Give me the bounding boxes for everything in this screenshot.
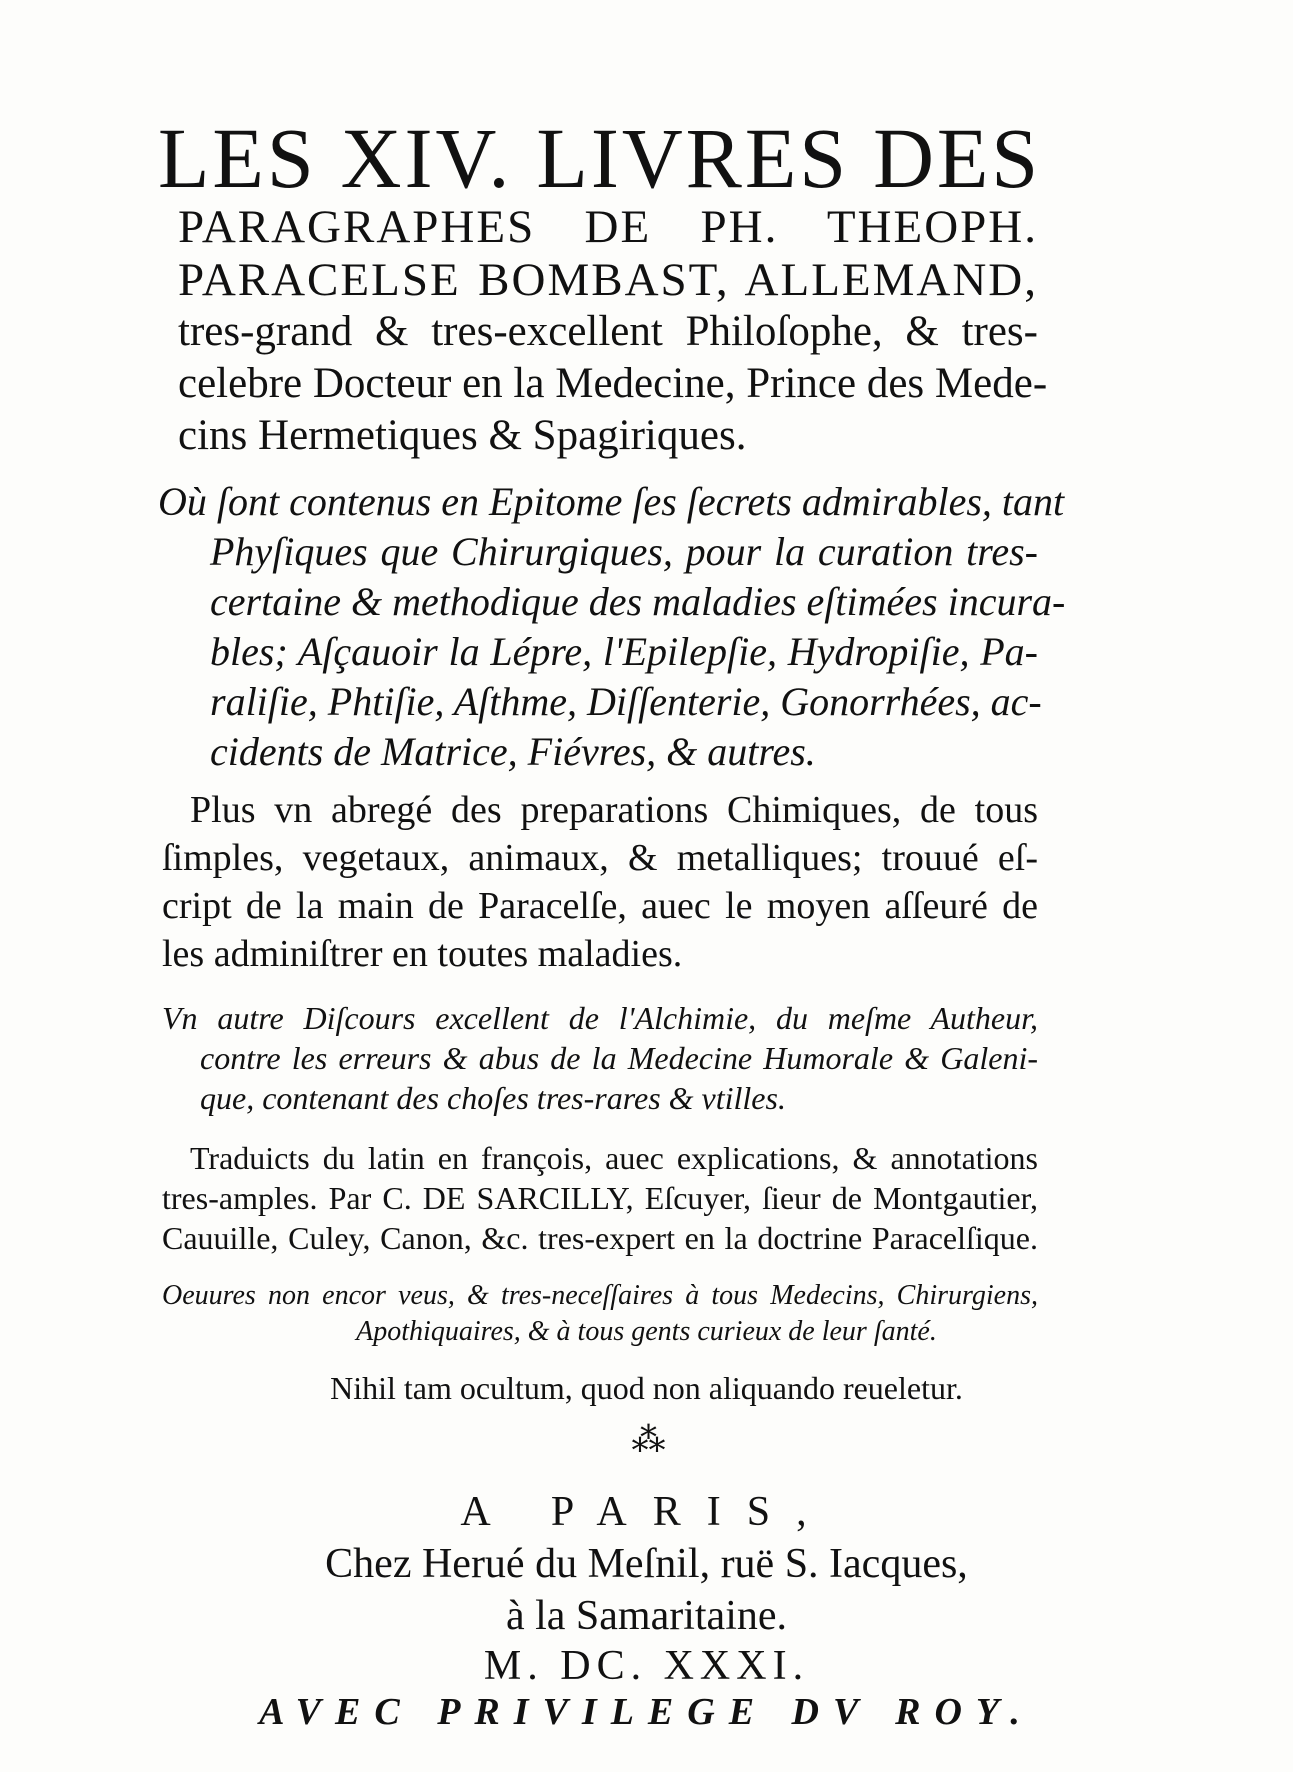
contents-line-5: raliſie, Phtiſie, Aſthme, Diſſenterie, Gonorrhées, ac- [210, 679, 1042, 724]
oeuvres-line-2: Apothiquaires, & à tous gents curieux de leur ſanté. [356, 1316, 937, 1347]
motto: Nihil tam ocultum, quod non aliquando reueletur. [330, 1370, 963, 1406]
title-line-3: PARACELSE BOMBAST, ALLEMAND, [178, 254, 1038, 306]
traduicts-line-3: Cauuille, Culey, Canon, &c. tres-expert en la doctrine Paracelſique. [162, 1220, 1038, 1256]
imprint-sign: à la Samaritaine. [505, 1593, 788, 1639]
imprint-year: M. DC. XXXI. [483, 1643, 810, 1689]
main-title: LES XIV. LIVRES DES [158, 110, 1042, 206]
imprint-privilege: AVEC PRIVILEGE DV ROY. [259, 1691, 1034, 1733]
title-line-4: tres-grand & tres-excellent Philoſophe, & tres- [178, 308, 1038, 355]
contents-line-1: Où ſont contenus en Epitome ſes ſecrets admirables, tant [158, 479, 1065, 524]
asterism-ornament: ⁂ [631, 1420, 662, 1460]
title-line-6: cins Hermetiques & Spagiriques. [178, 412, 747, 459]
discours-line-2: contre les erreurs & abus de la Medecine Humorale & Galeni- [200, 1040, 1038, 1076]
contents-line-2: Phyſiques que Chirurgiques, pour la curation tres- [210, 529, 1038, 574]
imprint-publisher: Chez Herué du Meſnil, ruë S. Iacques, [325, 1541, 968, 1587]
contents-line-3: certaine & methodique des maladies eſtimées incura- [210, 579, 1066, 624]
plus-line-4: les adminiſtrer en toutes maladies. [162, 933, 683, 975]
contents-line-4: bles; Aſçauoir la Lépre, l'Epilepſie, Hydropiſie, Pa- [210, 629, 1038, 674]
discours-line-3: que, contenant des choſes tres-rares & vtilles. [200, 1080, 786, 1116]
plus-line-2: ſimples, vegetaux, animaux, & metalliques; trouué eſ- [162, 837, 1038, 879]
plus-line-1: Plus vn abregé des preparations Chimiques, de tous [190, 789, 1038, 831]
traduicts-line-2: tres-amples. Par C. DE SARCILLY, Eſcuyer, ſieur de Montgautier, [162, 1180, 1038, 1216]
plus-line-3: cript de la main de Paracelſe, auec le moyen aſſeuré de [162, 885, 1038, 927]
traduicts-line-1: Traduicts du latin en françois, auec explications, & annotations [190, 1140, 1038, 1176]
title-line-5: celebre Docteur en la Medecine, Prince des Mede- [178, 360, 1048, 407]
oeuvres-line-1: Oeuures non encor veus, & tres-neceſſaires à tous Medecins, Chirurgiens, [162, 1280, 1038, 1311]
title-line-2: PARAGRAPHES DE PH. THEOPH. [178, 201, 1038, 253]
contents-line-6: cidents de Matrice, Fiévres, & autres. [210, 729, 816, 774]
imprint-city: A PARIS, [460, 1489, 833, 1535]
discours-line-1: Vn autre Diſcours excellent de l'Alchimie, du meſme Autheur, [162, 1000, 1038, 1036]
